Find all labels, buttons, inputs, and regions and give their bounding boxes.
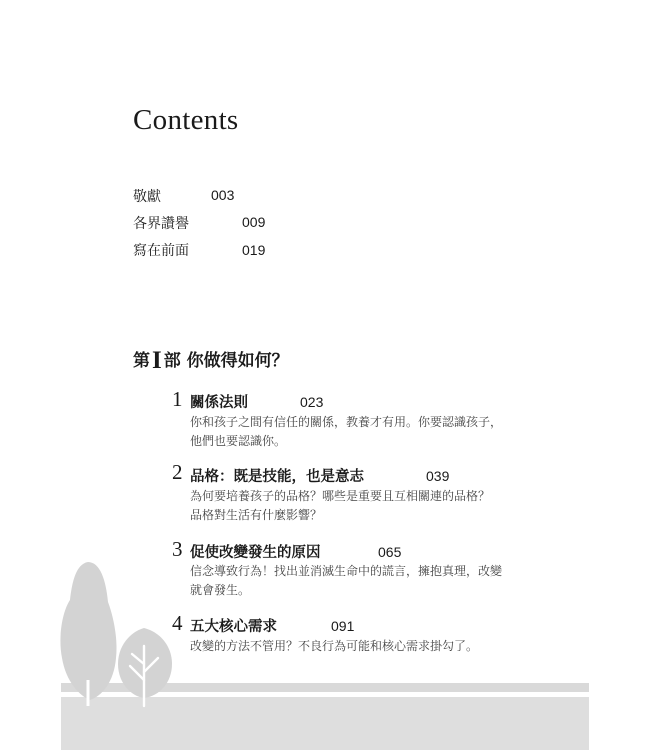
part-numeral: I <box>152 347 162 374</box>
chapter-description-line: 你和孩子之間有信任的關係，教養才有用。你要認識孩子， <box>190 415 503 429</box>
chapter-description-line: 信念導致行為！找出並消滅生命中的謊言，擁抱真理，改變 <box>190 564 503 578</box>
tree-illustration <box>58 560 188 710</box>
chapter-description-line: 就會發生。 <box>190 582 251 597</box>
front-item-praise: 各界讚譽 <box>133 216 189 232</box>
chapter-page: 023 <box>300 394 324 410</box>
front-page-dedication: 003 <box>211 187 235 203</box>
chapter-title: 促使改變發生的原因 <box>190 545 321 561</box>
chapter-description <box>190 413 530 450</box>
part-heading <box>133 346 289 375</box>
chapter-description-line: 他們也要認識你。 <box>190 433 287 448</box>
part-suffix: 部 你做得如何？ <box>163 351 289 371</box>
chapter-description <box>190 487 530 524</box>
chapter-number: 3 <box>172 537 183 561</box>
front-page-praise: 009 <box>242 214 266 230</box>
chapter-description-line: 品格對生活有什麼影響？ <box>190 507 323 522</box>
chapter-number: 2 <box>172 460 183 484</box>
tall-tree-trunk <box>87 680 90 706</box>
tall-tree-icon <box>60 562 116 700</box>
chapter-description-line: 改變的方法不管用？不良行為可能和核心需求掛勾了。 <box>190 639 479 653</box>
part-prefix: 第 <box>133 351 150 371</box>
chapter-page: 039 <box>426 468 450 484</box>
chapter-page: 065 <box>378 544 402 560</box>
chapter-title: 品格：既是技能，也是意志 <box>190 469 364 485</box>
chapter-page: 091 <box>331 618 355 634</box>
page-title: Contents <box>133 104 239 136</box>
chapter-title: 五大核心需求 <box>190 619 277 635</box>
chapter-number: 4 <box>172 611 183 635</box>
chapter-number: 1 <box>172 387 183 411</box>
front-item-dedication: 敬獻 <box>133 189 161 205</box>
chapter-title: 關係法則 <box>190 395 248 411</box>
front-page-preface: 019 <box>242 242 266 258</box>
chapter-description-line: 為何要培養孩子的品格？哪些是重要且互相關連的品格？ <box>190 489 491 503</box>
chapter-description <box>190 562 530 599</box>
chapter-description <box>190 637 530 656</box>
front-item-preface: 寫在前面 <box>133 243 189 259</box>
